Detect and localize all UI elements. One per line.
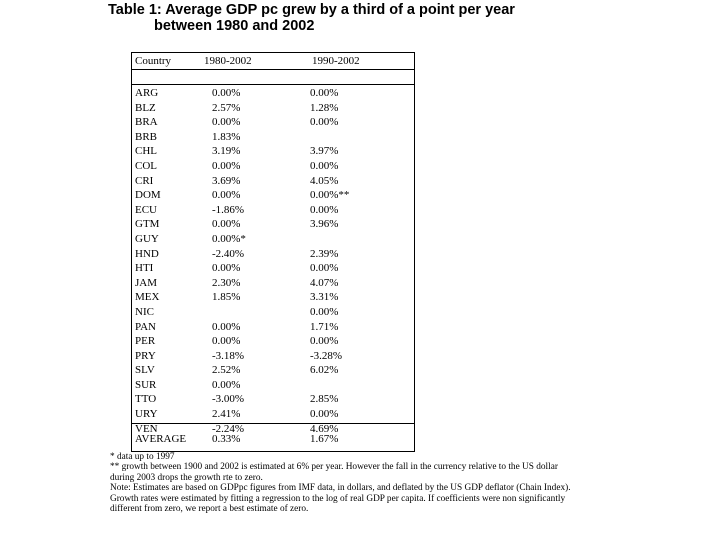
table-footnotes <box>110 452 710 514</box>
row-1980-2002: 2.57% <box>212 101 241 114</box>
average-1980-2002: 0.33% <box>212 433 241 445</box>
table-row <box>132 86 414 101</box>
row-1990-2002: 2.39% <box>310 247 339 260</box>
table-body <box>132 86 414 436</box>
footnote-line: Growth rates were estimated by fitting a regression to the log of real GDP per capita. If coefficients were non significantly <box>110 493 566 504</box>
row-1990-2002: 6.02% <box>310 364 339 377</box>
row-1980-2002: -1.86% <box>212 203 245 216</box>
row-1990-2002: 0.00%** <box>310 189 350 202</box>
row-country: DOM <box>135 189 161 202</box>
table-row <box>132 203 414 218</box>
row-1980-2002: 0.00% <box>212 320 241 333</box>
table-row <box>132 334 414 349</box>
row-1980-2002: 0.00% <box>212 116 241 129</box>
table-row <box>132 378 414 393</box>
table-row <box>132 188 414 203</box>
row-1980-2002: 3.69% <box>212 174 241 187</box>
row-1990-2002: -3.28% <box>310 349 343 362</box>
row-country: GTM <box>135 218 160 231</box>
table-row <box>132 174 414 189</box>
row-1980-2002: 2.41% <box>212 408 241 421</box>
row-1990-2002: 1.28% <box>310 101 339 114</box>
row-country: BLZ <box>135 101 156 114</box>
table-row <box>132 144 414 159</box>
row-country: JAM <box>135 276 158 289</box>
row-country: PRY <box>135 349 156 362</box>
row-country: BRA <box>135 116 158 129</box>
table-header <box>132 53 414 70</box>
row-1990-2002: 0.00% <box>310 408 339 421</box>
table-row <box>132 115 414 130</box>
header-1980-2002: 1980-2002 <box>204 55 252 67</box>
row-country: HTI <box>135 262 154 275</box>
row-country: CRI <box>135 174 154 187</box>
footnote-line: during 2003 drops the growth rte to zero. <box>110 472 263 483</box>
table-row <box>132 276 414 291</box>
row-1990-2002: 0.00% <box>310 203 339 216</box>
table-title <box>108 2 708 34</box>
row-1990-2002: 0.00% <box>310 262 339 275</box>
row-1980-2002: 3.19% <box>212 145 241 158</box>
footnote-line: different from zero, we report a best estimate of zero. <box>110 504 309 515</box>
table-row <box>132 159 414 174</box>
row-1980-2002: 1.85% <box>212 291 241 304</box>
row-country: URY <box>135 408 158 421</box>
row-1990-2002: 0.00% <box>310 305 339 318</box>
row-country: BRB <box>135 130 158 143</box>
row-1990-2002: 0.00% <box>310 116 339 129</box>
row-1980-2002: 0.00% <box>212 87 241 99</box>
table-row <box>132 305 414 320</box>
table-row <box>132 320 414 335</box>
average-label: AVERAGE <box>135 433 187 445</box>
row-1980-2002: -2.24% <box>212 422 245 435</box>
table-row <box>132 247 414 262</box>
row-country: SLV <box>135 364 155 377</box>
row-1980-2002: -3.18% <box>212 349 245 362</box>
row-country: GUY <box>135 232 159 245</box>
row-1980-2002: 0.00% <box>212 262 241 275</box>
row-1980-2002: 1.83% <box>212 130 241 143</box>
footnote-line: * data up to 1997 <box>110 452 175 462</box>
row-1990-2002: 3.31% <box>310 291 339 304</box>
header-1990-2002: 1990-2002 <box>312 55 360 67</box>
average-row <box>132 423 414 451</box>
table-row <box>132 101 414 116</box>
row-country: ARG <box>135 87 159 99</box>
table-row <box>132 232 414 247</box>
row-1990-2002: 4.07% <box>310 276 339 289</box>
table-row <box>132 261 414 276</box>
table-row <box>132 392 414 407</box>
row-1980-2002: 2.52% <box>212 364 241 377</box>
header-country: Country <box>135 55 172 67</box>
row-country: PAN <box>135 320 156 333</box>
row-country: ECU <box>135 203 157 216</box>
row-1980-2002: -2.40% <box>212 247 245 260</box>
row-1990-2002: 2.85% <box>310 393 339 406</box>
row-1990-2002: 4.69% <box>310 422 339 435</box>
row-1980-2002: 2.30% <box>212 276 241 289</box>
row-1990-2002: 0.00% <box>310 87 339 99</box>
table-row <box>132 349 414 364</box>
footnote-line: ** growth between 1900 and 2002 is estimated at 6% per year. However the fall in the currency relative to the US dollar <box>110 462 558 473</box>
row-country: SUR <box>135 378 157 391</box>
row-1980-2002: 0.00% <box>212 159 241 172</box>
row-1980-2002: 0.00% <box>212 218 241 231</box>
header-spacer-band <box>132 70 414 85</box>
row-1990-2002: 3.96% <box>310 218 339 231</box>
row-country: CHL <box>135 145 157 158</box>
row-1990-2002: 1.71% <box>310 320 339 333</box>
row-country: HND <box>135 247 159 260</box>
row-country: NIC <box>135 305 154 318</box>
row-1980-2002: 0.00%* <box>212 232 246 245</box>
footnote-line: Note: Estimates are based on GDPpc figures from IMF data, in dollars, and deflated by the US GDP deflator (Chain Index). <box>110 483 571 494</box>
table-row <box>132 363 414 378</box>
row-country: VEN <box>135 422 158 435</box>
table-row <box>132 407 414 422</box>
title-line-1: Table 1: Average GDP pc grew by a third of a point per year <box>108 2 515 18</box>
table-row <box>132 290 414 305</box>
gdp-growth-table <box>131 52 415 452</box>
row-country: MEX <box>135 291 160 304</box>
row-1990-2002: 3.97% <box>310 145 339 158</box>
row-1980-2002: 0.00% <box>212 378 241 391</box>
average-1990-2002: 1.67% <box>310 433 339 445</box>
table-row <box>132 130 414 145</box>
row-1980-2002: 0.00% <box>212 189 241 202</box>
row-1990-2002: 4.05% <box>310 174 339 187</box>
row-1980-2002: 0.00% <box>212 335 241 348</box>
row-country: PER <box>135 335 156 348</box>
row-country: TTO <box>135 393 157 406</box>
row-1980-2002: -3.00% <box>212 393 245 406</box>
row-1990-2002: 0.00% <box>310 335 339 348</box>
row-country: COL <box>135 159 157 172</box>
table-row <box>132 217 414 232</box>
title-line-2: between 1980 and 2002 <box>154 18 315 34</box>
row-1990-2002: 0.00% <box>310 159 339 172</box>
